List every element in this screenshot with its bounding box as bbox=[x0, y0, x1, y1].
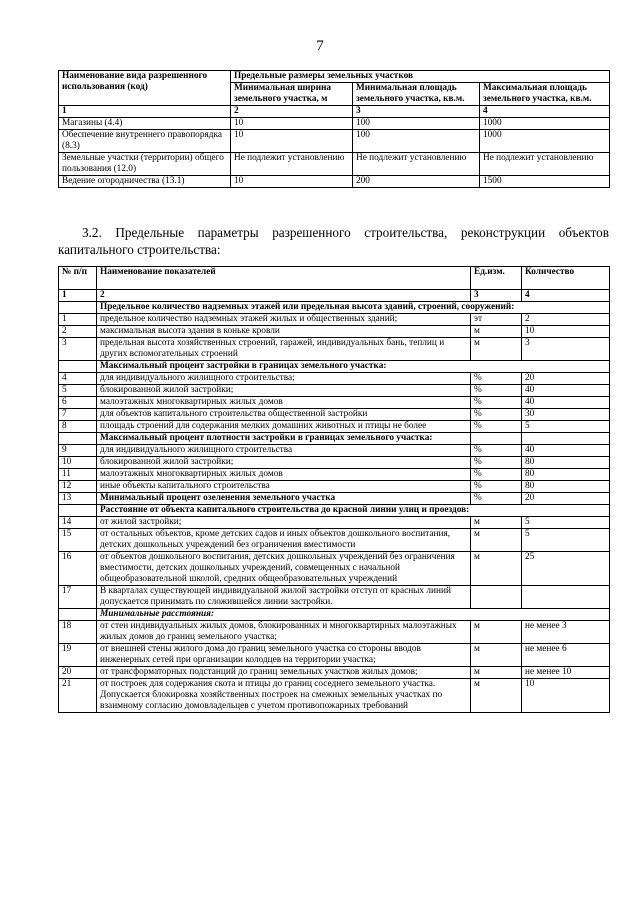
t2-section-heading: Максимальный процент плотности застройки в границах земельного участка: bbox=[97, 433, 471, 445]
t2-cell-quantity: 25 bbox=[522, 552, 610, 586]
t2-cell-name bbox=[97, 644, 471, 667]
t2-colnum: 4 bbox=[522, 290, 610, 302]
t1-cell-min-width: Не подлежит установлению bbox=[231, 153, 353, 176]
table-row bbox=[59, 433, 610, 445]
table-row bbox=[59, 385, 610, 397]
table-row bbox=[59, 481, 610, 493]
t1-cell-max-area: 1500 bbox=[480, 176, 610, 188]
t2-cell-name bbox=[97, 373, 471, 385]
t2-colnum: 2 bbox=[97, 290, 471, 302]
t2-section-heading: Предельное количество надземных этажей или предельная высота зданий, строений, сооружений: bbox=[97, 302, 610, 314]
t2-cell-quantity: 80 bbox=[522, 481, 610, 493]
table-row bbox=[59, 445, 610, 457]
t2-cell-number: 17 bbox=[59, 586, 97, 609]
land-plot-size-table bbox=[58, 70, 610, 188]
t2-cell-number: 21 bbox=[59, 679, 97, 713]
t2-empty-cell bbox=[522, 433, 610, 445]
t2-cell-name bbox=[97, 529, 471, 552]
t2-cell-number: 13 bbox=[59, 493, 97, 505]
t2-cell-unit: м bbox=[471, 621, 522, 644]
t2-section-heading: Минимальные расстояния: bbox=[97, 609, 610, 621]
t2-cell-number: 9 bbox=[59, 445, 97, 457]
t2-cell-unit: м bbox=[471, 667, 522, 679]
t2-cell-name bbox=[97, 586, 471, 609]
t2-cell-name-text: Минимальный процент озеленения земельного участка bbox=[100, 493, 336, 503]
t2-cell-name bbox=[97, 421, 471, 433]
t1-cell-min-area: 200 bbox=[353, 176, 480, 188]
t2-cell-unit: % bbox=[471, 397, 522, 409]
t1-cell-min-width: 10 bbox=[231, 176, 353, 188]
t2-cell-name bbox=[97, 338, 471, 361]
t2-cell-number: 2 bbox=[59, 326, 97, 338]
t2-cell-name-text: от трансформаторных подстанций до границ земельных участков жилых домов; bbox=[100, 667, 418, 677]
t2-cell-number: 16 bbox=[59, 552, 97, 586]
t1-cell-use-type: Обеспечение внутреннего правопорядка (8.3) bbox=[59, 130, 231, 153]
table-row bbox=[59, 118, 610, 130]
t2-section-spacer bbox=[59, 433, 97, 445]
t2-cell-unit: % bbox=[471, 457, 522, 469]
t2-cell-quantity: 30 bbox=[522, 409, 610, 421]
t2-cell-name bbox=[97, 621, 471, 644]
table-row bbox=[59, 338, 610, 361]
t2-section-spacer bbox=[59, 302, 97, 314]
t1-colnum: 1 bbox=[59, 106, 231, 118]
t1-cell-max-area: 1000 bbox=[480, 130, 610, 153]
t1-colnum: 3 bbox=[353, 106, 480, 118]
table-row bbox=[59, 469, 610, 481]
page-number: 7 bbox=[316, 38, 324, 54]
t2-cell-name-text: малоэтажных многоквартирных жилых домов bbox=[100, 469, 283, 479]
table-row bbox=[59, 361, 610, 373]
t2-cell-name-text: от построек для содержания скота и птицы до границ соседнего земельного участка. bbox=[100, 679, 436, 689]
t2-cell-number: 8 bbox=[59, 421, 97, 433]
t2-cell-name-text: площадь строений для содержания мелких домашних животных и птицы не более bbox=[100, 421, 427, 431]
table-row bbox=[59, 667, 610, 679]
t2-cell-number: 14 bbox=[59, 517, 97, 529]
t2-cell-name bbox=[97, 552, 471, 586]
t2-cell-quantity: 5 bbox=[522, 517, 610, 529]
t2-cell-quantity: не менее 10 bbox=[522, 667, 610, 679]
t1-cell-min-width: 10 bbox=[231, 130, 353, 153]
t1-header-use-type: Наименование вида разрешенного использования (код) bbox=[59, 71, 231, 106]
t1-colnum: 2 bbox=[231, 106, 353, 118]
t2-section-heading: Максимальный процент застройки в границах земельного участка: bbox=[97, 361, 610, 373]
t2-empty-cell bbox=[471, 433, 522, 445]
table-row bbox=[59, 586, 610, 609]
t2-cell-unit: % bbox=[471, 385, 522, 397]
t2-cell-name-text: от жилой застройки; bbox=[100, 517, 182, 527]
t2-cell-unit: м bbox=[471, 529, 522, 552]
t2-section-spacer bbox=[59, 361, 97, 373]
t2-cell-name bbox=[97, 493, 471, 505]
t2-cell-number: 7 bbox=[59, 409, 97, 421]
table-row bbox=[59, 176, 610, 188]
t2-cell-unit: % bbox=[471, 445, 522, 457]
table-row bbox=[59, 314, 610, 326]
t2-cell-quantity: не менее 3 bbox=[522, 621, 610, 644]
t2-cell-name-text: блокированной жилой застройки; bbox=[100, 385, 234, 395]
table-row bbox=[59, 621, 610, 644]
t2-cell-quantity: 20 bbox=[522, 373, 610, 385]
table-row bbox=[59, 409, 610, 421]
t2-cell-name bbox=[97, 517, 471, 529]
table-row bbox=[59, 326, 610, 338]
t2-cell-name-text: от стен индивидуальных жилых домов, блокированных и многоквартирных малоэтажных жилых домов до границ земельного участка; bbox=[100, 621, 457, 642]
t2-cell-name-text: от объектов дошкольного воспитания, детских дошкольных учреждений без ограничения вместимости, детских дошкольных учреждений, совмещенных с начальной общеобразовательной школой, средних общеобразовательных учреждений bbox=[100, 552, 455, 584]
t1-header-min-width: Минимальная ширина земельного участка, м bbox=[231, 83, 353, 106]
table-row bbox=[59, 153, 610, 176]
t2-cell-name bbox=[97, 326, 471, 338]
t2-cell-quantity: 40 bbox=[522, 397, 610, 409]
t1-header-group: Предельные размеры земельных участков bbox=[231, 71, 610, 83]
t2-cell-number: 5 bbox=[59, 385, 97, 397]
t2-cell-number: 10 bbox=[59, 457, 97, 469]
t1-cell-min-area: Не подлежит установлению bbox=[353, 153, 480, 176]
t2-cell-quantity: 80 bbox=[522, 469, 610, 481]
t2-cell-quantity: 2 bbox=[522, 314, 610, 326]
t2-header-quantity: Количество bbox=[522, 267, 610, 290]
t2-cell-unit: % bbox=[471, 421, 522, 433]
t2-cell-number: 19 bbox=[59, 644, 97, 667]
table-row bbox=[59, 397, 610, 409]
table-row bbox=[59, 679, 610, 713]
t2-cell-name-text: малоэтажных многоквартирных жилых домов bbox=[100, 397, 283, 407]
t2-cell-unit: м bbox=[471, 552, 522, 586]
t1-header-max-area: Максимальная площадь земельного участка, кв.м. bbox=[480, 83, 610, 106]
t1-cell-max-area: Не подлежит установлению bbox=[480, 153, 610, 176]
t2-cell-number: 3 bbox=[59, 338, 97, 361]
t2-cell-quantity: 80 bbox=[522, 457, 610, 469]
t2-cell-unit: м bbox=[471, 326, 522, 338]
t2-cell-number: 18 bbox=[59, 621, 97, 644]
t2-cell-quantity: 40 bbox=[522, 445, 610, 457]
t2-cell-number: 15 bbox=[59, 529, 97, 552]
table-row bbox=[59, 130, 610, 153]
t1-cell-min-area: 100 bbox=[353, 118, 480, 130]
t2-cell-name-text: предельное количество надземных этажей жилых и общественных зданий; bbox=[100, 314, 398, 324]
t2-cell-name-note: Допускается блокировка хозяйственных построек на смежных земельных участках по взаимному согласию домовладельцев с учетом противопожарных требований bbox=[100, 690, 443, 711]
t2-cell-name-text: блокированной жилой застройки; bbox=[100, 457, 234, 467]
t2-cell-unit: % bbox=[471, 373, 522, 385]
t1-cell-max-area: 1000 bbox=[480, 118, 610, 130]
t2-cell-unit: % bbox=[471, 481, 522, 493]
t2-cell-number: 1 bbox=[59, 314, 97, 326]
t2-section-spacer bbox=[59, 505, 97, 517]
t2-cell-quantity: 3 bbox=[522, 338, 610, 361]
t2-cell-unit: м bbox=[471, 644, 522, 667]
t2-colnum: 1 bbox=[59, 290, 97, 302]
t2-cell-unit: % bbox=[471, 469, 522, 481]
t2-cell-unit: м bbox=[471, 338, 522, 361]
t2-cell-quantity bbox=[522, 586, 610, 609]
table-row bbox=[59, 517, 610, 529]
table-row bbox=[59, 421, 610, 433]
t2-cell-number: 6 bbox=[59, 397, 97, 409]
t2-cell-name-text: для объектов капитального строительства общественной застройки bbox=[100, 409, 368, 419]
construction-parameters-table bbox=[58, 266, 610, 713]
t2-cell-name bbox=[97, 385, 471, 397]
t1-cell-use-type: Ведение огородничества (13.1) bbox=[59, 176, 231, 188]
t2-cell-name bbox=[97, 481, 471, 493]
table-row bbox=[59, 644, 610, 667]
t1-header-min-area: Минимальная площадь земельного участка, кв.м. bbox=[353, 83, 480, 106]
t2-cell-name-text: для индивидуального жилищного строительства; bbox=[100, 373, 295, 383]
t2-cell-unit: % bbox=[471, 409, 522, 421]
t2-cell-name-text: В кварталах существующей индивидуальной жилой застройки отступ от красных линий допускается принимать по сложившейся линии застройки. bbox=[100, 586, 451, 607]
t2-cell-name bbox=[97, 409, 471, 421]
t2-cell-number: 4 bbox=[59, 373, 97, 385]
t2-cell-name bbox=[97, 667, 471, 679]
t2-header-name: Наименование показателей bbox=[97, 267, 471, 290]
t2-cell-name bbox=[97, 397, 471, 409]
t2-cell-number: 12 bbox=[59, 481, 97, 493]
t2-cell-unit: м bbox=[471, 517, 522, 529]
t2-cell-name bbox=[97, 445, 471, 457]
t2-cell-quantity: 40 bbox=[522, 385, 610, 397]
t2-cell-quantity: 10 bbox=[522, 679, 610, 713]
t2-header-number: № п/п bbox=[59, 267, 97, 290]
t2-cell-quantity: 5 bbox=[522, 421, 610, 433]
table-row bbox=[59, 302, 610, 314]
table-row bbox=[59, 493, 610, 505]
table-row bbox=[59, 457, 610, 469]
t1-colnum: 4 bbox=[480, 106, 610, 118]
t2-cell-unit bbox=[471, 586, 522, 609]
t2-cell-unit: % bbox=[471, 493, 522, 505]
table-row bbox=[59, 609, 610, 621]
table-row bbox=[59, 373, 610, 385]
t2-cell-unit: эт bbox=[471, 314, 522, 326]
t2-cell-number: 11 bbox=[59, 469, 97, 481]
t1-cell-use-type: Земельные участки (территории) общего пользования (12.0) bbox=[59, 153, 231, 176]
t2-section-heading: Расстояние от объекта капитального строительства до красной линии улиц и проездов: bbox=[97, 505, 610, 517]
t1-cell-min-area: 100 bbox=[353, 130, 480, 153]
t2-cell-name bbox=[97, 314, 471, 326]
section-3-2-paragraph: 3.2. Предельные параметры разрешенного строительства, реконструкции объектов капитального строительства: bbox=[58, 225, 609, 257]
t2-header-unit: Ед.изм. bbox=[471, 267, 522, 290]
t2-cell-number: 20 bbox=[59, 667, 97, 679]
t2-cell-name bbox=[97, 457, 471, 469]
t2-cell-name-text: от внешней стены жилого дома до границ земельного участка со стороны вводов инженерных сетей при организации колодцев на территории участка; bbox=[100, 644, 421, 665]
t2-cell-name-text: для индивидуального жилищного строительства bbox=[100, 445, 293, 455]
t2-cell-quantity: 5 bbox=[522, 529, 610, 552]
t2-cell-name bbox=[97, 469, 471, 481]
t2-cell-name-text: предельная высота хозяйственных строений, гаражей, индивидуальных бань, теплиц и других вспомогательных строений bbox=[100, 338, 445, 359]
t1-cell-min-width: 10 bbox=[231, 118, 353, 130]
table-row bbox=[59, 505, 610, 517]
t1-cell-use-type: Магазины (4.4) bbox=[59, 118, 231, 130]
t2-cell-name-text: иные объекты капитального строительства bbox=[100, 481, 270, 491]
t2-colnum: 3 bbox=[471, 290, 522, 302]
t2-cell-quantity: 10 bbox=[522, 326, 610, 338]
table-row bbox=[59, 552, 610, 586]
table-row bbox=[59, 529, 610, 552]
t2-cell-name-text: от остальных объектов, кроме детских садов и иных объектов дошкольного воспитания, детских дошкольных учреждений без ограничения вместимости bbox=[100, 529, 451, 550]
t2-cell-name-text: максимальная высота здания в коньке кровли bbox=[100, 326, 280, 336]
t2-cell-quantity: не менее 6 bbox=[522, 644, 610, 667]
t2-cell-quantity: 20 bbox=[522, 493, 610, 505]
t2-section-spacer bbox=[59, 609, 97, 621]
t2-cell-name bbox=[97, 679, 471, 713]
t2-cell-unit: м bbox=[471, 679, 522, 713]
